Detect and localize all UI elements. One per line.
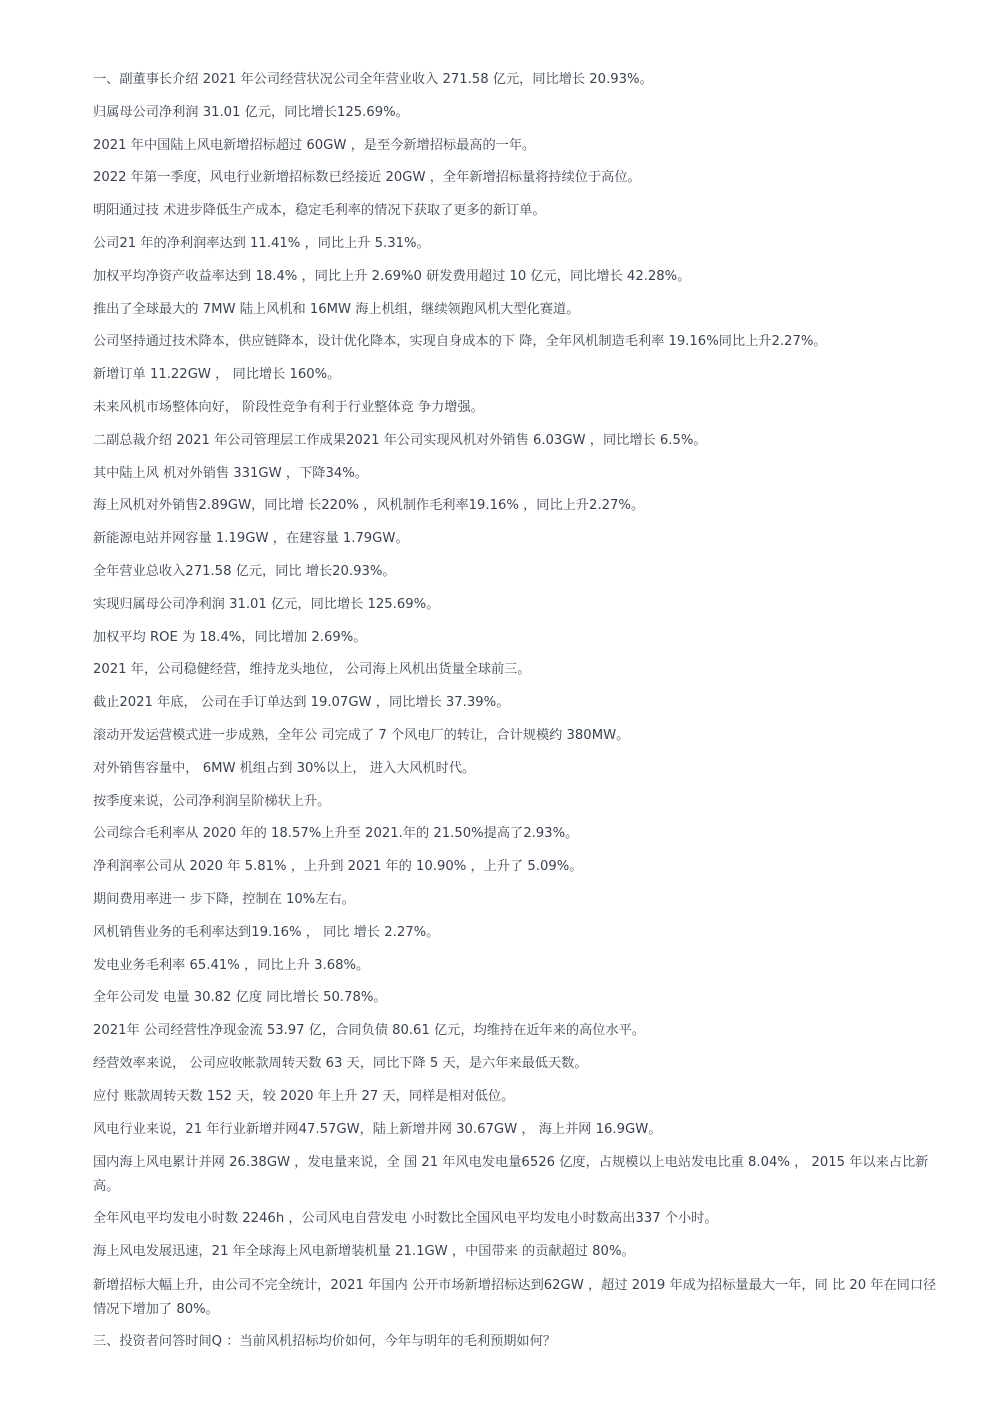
paragraph: 2021年 公司经营性净现金流 53.97 亿，合同负债 80.61 亿元，均维持在近年来的高位水平。 (93, 1023, 646, 1039)
paragraph: 推出了全球最大的 7MW 陆上风机和 16MW 海上机组，继续领跑风机大型化赛道。 (93, 301, 580, 317)
paragraph: 风机销售业务的毛利率达到19.16% ， 同比 增长 2.27%。 (93, 924, 440, 940)
paragraph: 截止2021 年底， 公司在手订单达到 19.07GW ，同比增长 37.39%。 (93, 695, 510, 711)
paragraph: 未来风机市场整体向好， 阶段性竞争有利于行业整体竞 争力增强。 (93, 399, 484, 415)
paragraph: 对外销售容量中， 6MW 机组占到 30%以上， 进入大风机时代。 (93, 760, 476, 776)
paragraph: 新增订单 11.22GW ， 同比增长 160%。 (93, 367, 341, 383)
paragraph: 新能源电站并网容量 1.19GW ，在建容量 1.79GW。 (93, 531, 409, 547)
paragraph: 加权平均净资产收益率达到 18.4% ，同比上升 2.69%0 研发费用超过 10 亿元，同比增长 42.28%。 (93, 268, 691, 284)
paragraph: 一、副董事长介绍 2021 年公司经营状况公司全年营业收入 271.58 亿元，同比增长 20.93%。 (93, 72, 653, 87)
paragraph: 净利润率公司从 2020 年 5.81% ，上升到 2021 年的 10.90% ，上升了 5.09%。 (93, 859, 583, 875)
paragraph: 实现归属母公司净利润 31.01 亿元，同比增长 125.69%。 (93, 596, 440, 612)
paragraph: 明阳通过技 术进步降低生产成本，稳定毛利率的情况下获取了更多的新订单。 (93, 203, 546, 219)
paragraph: 2021 年中国陆上风电新增招标超过 60GW ，是至今新增招标最高的一年。 (93, 137, 536, 153)
paragraph: 全年风电平均发电小时数 2246h ，公司风电自营发电 小时数比全国风电平均发电小时数高出337 个小时。 (93, 1211, 718, 1227)
paragraph: 应付 账款周转天数 152 天，较 2020 年上升 27 天，同样是相对低位。 (93, 1088, 515, 1104)
paragraph: 发电业务毛利率 65.41% ，同比上升 3.68%。 (93, 957, 370, 973)
paragraph: 其中陆上风 机对外销售 331GW ，下降34%。 (93, 465, 368, 481)
paragraph: 三、投资者问答时间Q ：当前风机招标均价如何，今年与明年的毛利预期如何？ (93, 1333, 556, 1349)
paragraph: 公司坚持通过技术降本，供应链降本，设计优化降本，实现自身成本的下 降，全年风机制造毛利率 19.16%同比上升2.27%。 (93, 334, 827, 350)
paragraph: 全年营业总收入271.58 亿元，同比 增长20.93%。 (93, 563, 396, 579)
paragraph: 2021 年，公司稳健经营，维持龙头地位， 公司海上风机出货量全球前三。 (93, 662, 531, 678)
paragraph: 加权平均 ROE 为 18.4%，同比增加 2.69%。 (93, 629, 367, 645)
paragraph: 二副总裁介绍 2021 年公司管理层工作成果2021 年公司实现风机对外销售 6.03GW ，同比增长 6.5%。 (93, 432, 707, 448)
paragraph: 归属母公司净利润 31.01 亿元，同比增长125.69%。 (93, 104, 409, 120)
paragraph: 新增招标大幅上升，由公司不完全统计，2021 年国内 公开市场新增招标达到62GW ，超过 2019 年成为招标量最大一年，同 比 20 年在同口径情况下增加了 80%。 (93, 1277, 937, 1317)
paragraph: 按季度来说，公司净利润呈阶梯状上升。 (93, 793, 331, 809)
paragraph: 经营效率来说， 公司应收帐款周转天数 63 天，同比下降 5 天，是六年来最低天数。 (93, 1055, 588, 1071)
paragraph: 2022 年第一季度，风电行业新增招标数已经接近 20GW ，全年新增招标量将持续位于高位。 (93, 170, 641, 186)
paragraph: 公司21 年的净利润率达到 11.41% ，同比上升 5.31%。 (93, 235, 430, 251)
paragraph: 全年公司发 电量 30.82 亿度 同比增长 50.78%。 (93, 990, 387, 1006)
paragraph: 公司综合毛利率从 2020 年的 18.57%上升至 2021.年的 21.50%提高了2.93%。 (93, 826, 579, 842)
paragraph: 国内海上风电累计并网 26.38GW ，发电量来说，全 国 21 年风电发电量6526 亿度，占规模以上电站发电比重 8.04% ， 2015 年以来占比新高。 (93, 1155, 929, 1195)
paragraph: 期间费用率进一 步下降，控制在 10%左右。 (93, 891, 355, 907)
paragraph: 海上风机对外销售2.89GW，同比增 长220% ，风机制作毛利率19.16% ，同比上升2.27%。 (93, 498, 645, 514)
document-body (93, 69, 945, 1364)
paragraph: 滚动开发运营模式进一步成熟，全年公 司完成了 7 个风电厂的转让，合计规模约 380MW。 (93, 727, 630, 743)
paragraph: 风电行业来说，21 年行业新增并网47.57GW，陆上新增并网 30.67GW ， 海上并网 16.9GW。 (93, 1121, 662, 1137)
paragraph: 海上风电发展迅速，21 年全球海上风电新增装机量 21.1GW ，中国带来 的贡献超过 80%。 (93, 1244, 635, 1260)
